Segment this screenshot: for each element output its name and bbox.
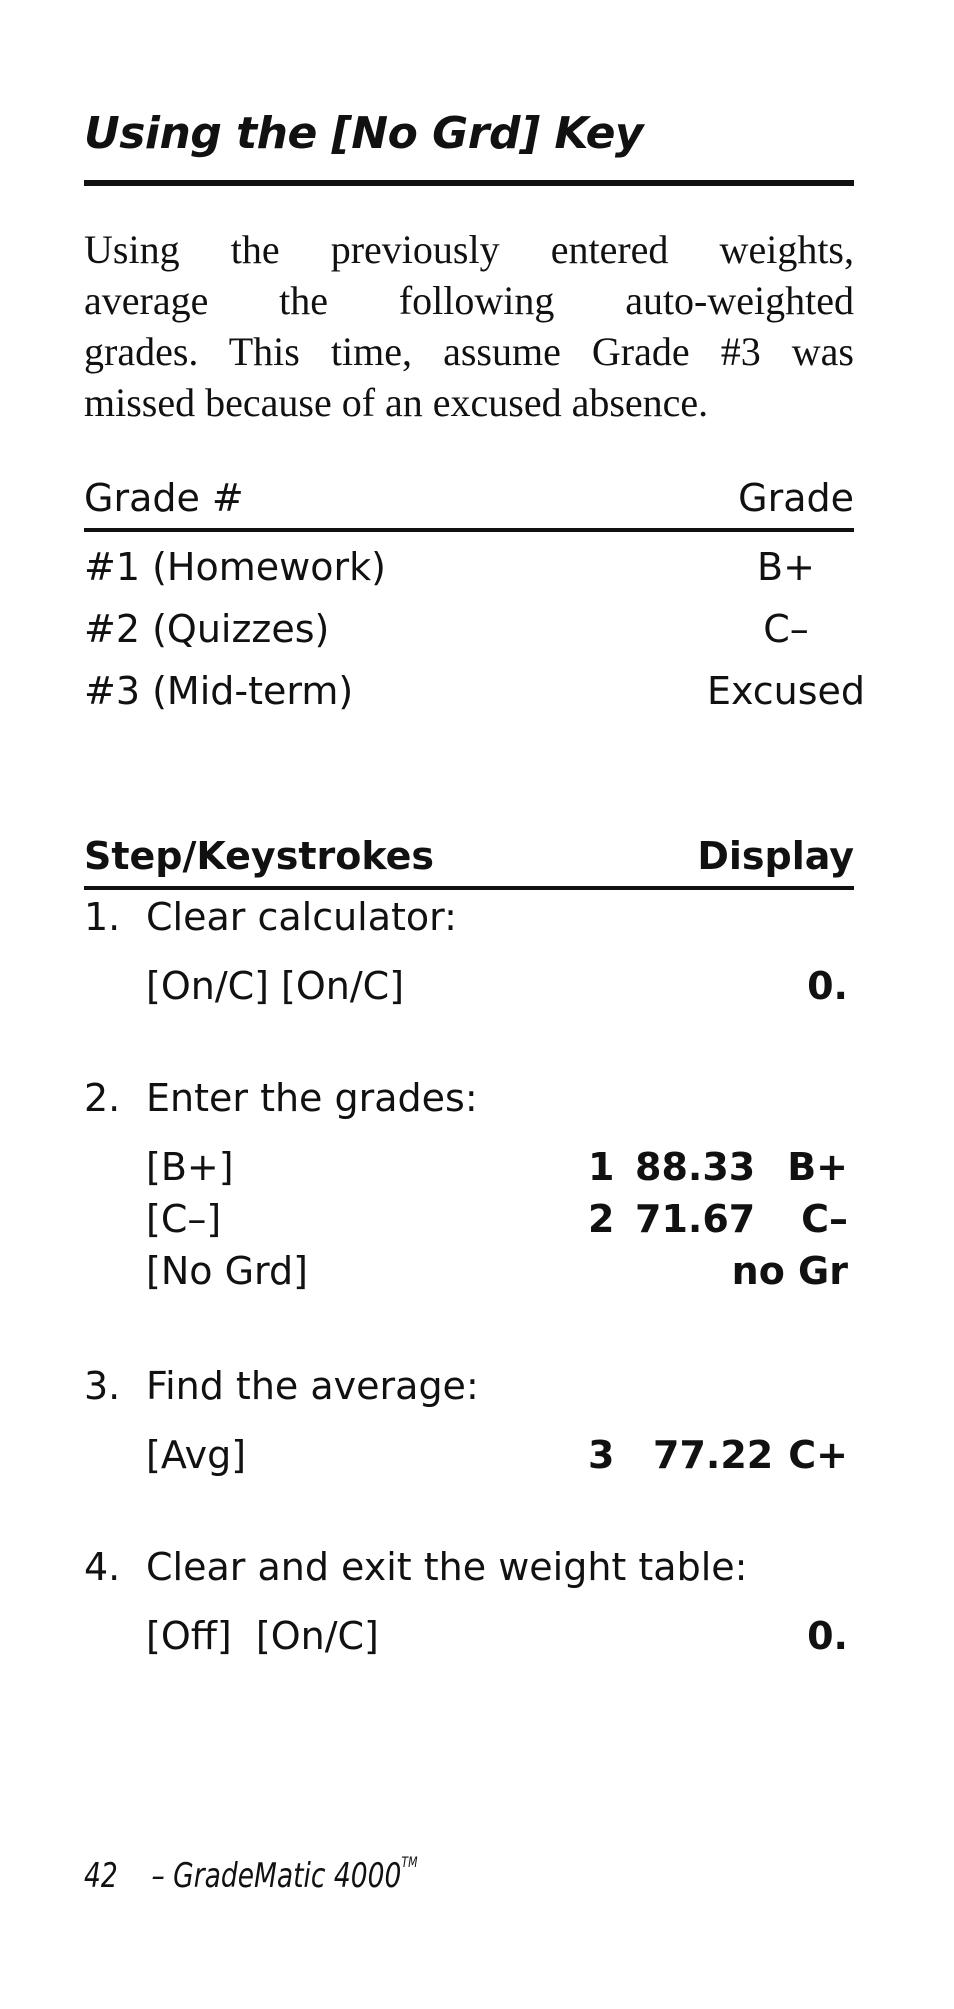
grade-row-value: B+ (757, 545, 815, 589)
grade-table-header (84, 476, 854, 526)
step-row (84, 1364, 854, 1414)
manual-page (84, 0, 866, 2009)
grade-row-value: C– (763, 607, 809, 651)
step-row (84, 1076, 854, 1126)
display-grade: C– (801, 1197, 848, 1241)
steps-header: Step/Keystrokes (84, 834, 434, 878)
trademark-mark: TM (401, 1855, 418, 1871)
keystroke-row (84, 964, 854, 1014)
step-text: Find the average: (146, 1364, 479, 1408)
grade-row (84, 545, 854, 595)
step-text: Enter the grades: (146, 1076, 478, 1120)
keystroke: [No Grd] (146, 1249, 308, 1293)
product-name: – GradeMatic 4000 (151, 1856, 402, 1896)
step-number: 3. (84, 1364, 121, 1408)
display-score: 71.67 (635, 1197, 756, 1241)
step-text: Clear calculator: (146, 895, 457, 939)
display-value: 0. (807, 1614, 848, 1658)
display-grade: B+ (787, 1145, 848, 1189)
keystroke-row (84, 1614, 854, 1664)
page-number: 42 (84, 1856, 118, 1896)
keystroke: [C–] (146, 1197, 222, 1241)
heading-rule (84, 180, 854, 186)
grade-row (84, 669, 866, 719)
intro-line: Using the previously entered weights, (84, 227, 854, 272)
step-number: 4. (84, 1545, 121, 1589)
step-row (84, 895, 854, 945)
grade-row-value: Excused (706, 669, 866, 713)
page-footer (84, 1855, 418, 1896)
keystroke-row (84, 1433, 854, 1483)
grade-row (84, 607, 854, 657)
keystroke-row (84, 1197, 854, 1247)
keystroke: [Off] [On/C] (146, 1614, 379, 1658)
grade-row-label: #3 (Mid-term) (84, 669, 354, 713)
intro-paragraph (84, 224, 854, 428)
grade-table-rule (84, 528, 854, 532)
steps-table-rule (84, 886, 854, 890)
display-score: 88.33 (635, 1145, 756, 1189)
grade-row-label: #2 (Quizzes) (84, 607, 330, 651)
section-heading: Using the [No Grd] Key (84, 108, 644, 159)
keystroke: [Avg] (146, 1433, 247, 1477)
keystroke-row (84, 1145, 854, 1195)
step-number: 2. (84, 1076, 121, 1120)
display-score: 77.22 (653, 1433, 774, 1477)
intro-line: average the following auto-weighted (84, 278, 854, 323)
grade-header: Grade (738, 476, 854, 520)
display-grade: C+ (788, 1433, 848, 1477)
step-text: Clear and exit the weight table: (146, 1545, 748, 1589)
intro-line: missed because of an excused absence. (84, 380, 709, 425)
steps-table-header (84, 834, 854, 884)
keystroke: [On/C] [On/C] (146, 964, 405, 1008)
step-number: 1. (84, 895, 121, 939)
display-value: 0. (807, 964, 848, 1008)
display-value: no Gr (731, 1249, 848, 1293)
keystroke-row (84, 1249, 854, 1299)
intro-line: grades. This time, assume Grade #3 was (84, 329, 854, 374)
display-header: Display (697, 834, 854, 878)
grade-number-header: Grade # (84, 476, 244, 520)
grade-row-label: #1 (Homework) (84, 545, 386, 589)
step-row (84, 1545, 854, 1595)
display-index: 3 (588, 1433, 615, 1477)
display-index: 1 (588, 1145, 615, 1189)
keystroke: [B+] (146, 1145, 234, 1189)
display-index: 2 (588, 1197, 615, 1241)
